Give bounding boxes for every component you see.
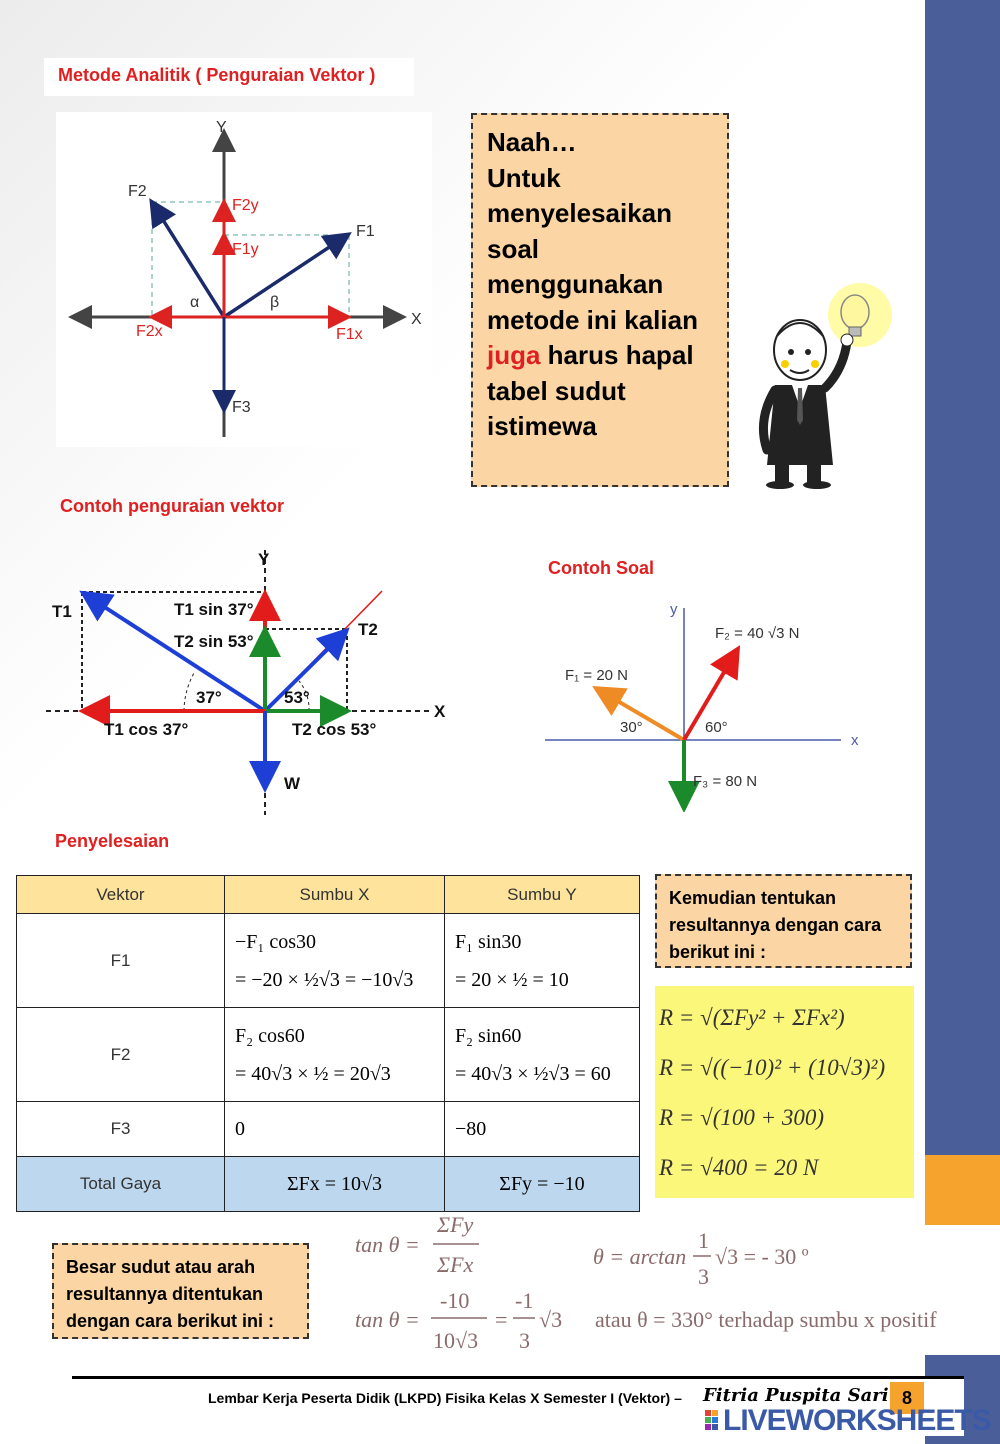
table-row: [17, 914, 640, 1008]
callout-line: istimewa: [487, 411, 597, 441]
table-row: [17, 1008, 640, 1102]
label-alpha: α: [190, 294, 200, 311]
header-vektor: Vektor: [17, 876, 225, 914]
axis-x-label: X: [411, 311, 422, 328]
root3: √3: [539, 1307, 563, 1332]
callout-line: Naah…: [487, 127, 577, 157]
label-t1-cos37: T1 cos 37°: [104, 720, 189, 739]
liveworksheets-watermark: [705, 1404, 991, 1438]
vector-decomposition-diagram: [56, 112, 432, 447]
label-f1y: F1y: [232, 241, 259, 258]
label-60-deg: 60°: [705, 719, 728, 736]
cell-sumbu-y: F₂ sin60 = 40√3 × ½√3 = 60: [444, 1008, 639, 1102]
tension-decomposition-diagram: [44, 545, 454, 817]
header-sumbu-x: Sumbu X: [225, 876, 445, 914]
label-t1: T1: [52, 602, 72, 621]
cell-sumbu-x: −F₁ cos30 = −20 × ½√3 = −10√3: [225, 914, 445, 1008]
cell-sumbu-y: F₁ sin30 = 20 × ½ = 10: [444, 914, 639, 1008]
callout-line: soal: [487, 233, 540, 264]
callout-line: menggunakan: [487, 269, 664, 299]
fraction-den-10root3: 10√3: [433, 1328, 479, 1353]
formula-line: R = √((−10)² + (10√3)²): [659, 1055, 886, 1080]
label-f2: F2: [128, 183, 147, 200]
table-row: [17, 1102, 640, 1157]
label-f1x: F1x: [336, 326, 363, 343]
footer-divider: [72, 1376, 964, 1379]
fraction-den-3: 3: [519, 1328, 530, 1353]
label-t2-sin53: T2 sin 53°: [174, 632, 254, 651]
heading-metode-analitik: Metode Analitik ( Penguraian Vektor ): [44, 58, 414, 96]
callout-line: Untuk: [487, 162, 561, 193]
cell-sumbu-y: −80: [444, 1102, 639, 1157]
label-w: W: [284, 774, 301, 793]
cell-sumbu-x: 0: [225, 1102, 445, 1157]
callout-red-word: juga: [487, 340, 541, 370]
lightbulb-icon: [841, 295, 869, 329]
heading-contoh-soal: Contoh Soal: [548, 558, 654, 578]
callout-sudut: Besar sudut atau arah resultannya ditentukan dengan cara berikut ini :: [52, 1243, 309, 1339]
fraction-num-sumfy: ΣFy: [437, 1212, 474, 1237]
heading-penyelesaian: Penyelesaian: [55, 831, 170, 851]
page-number: 8: [890, 1382, 924, 1414]
formula-line: R = √400 = 20 N: [659, 1155, 819, 1180]
callout-resultan: Kemudian tentukan resultannya dengan cara berikut ini :: [655, 874, 912, 968]
label-f3-value: F₃ = 80 N: [693, 773, 758, 790]
watermark-text: LIVEWORKSHEETS: [723, 1404, 991, 1437]
resultant-formula-box: [655, 986, 914, 1198]
arctan-rhs: √3 = - 30 º: [715, 1244, 809, 1269]
formula-line: R = √(100 + 300): [659, 1105, 825, 1130]
table-header-row: [17, 876, 640, 914]
heading-contoh-penguraian: Contoh penguraian vektor: [60, 496, 285, 516]
theta-atau-330: atau θ = 330° terhadap sumbu x positif: [595, 1307, 937, 1332]
cell-total-label: Total Gaya: [17, 1157, 225, 1212]
label-30-deg: 30°: [620, 719, 643, 736]
resolution-table: [16, 875, 640, 1212]
label-t1-sin37: T1 sin 37°: [174, 600, 254, 619]
callout-naah: [471, 113, 729, 487]
formula-line: R = √(ΣFy² + ΣFx²): [659, 1005, 845, 1030]
tan-theta-lhs-1: tan θ =: [355, 1232, 420, 1257]
callout-line: [487, 338, 713, 374]
cell-total-y: ΣFy = −10: [444, 1157, 639, 1212]
cell-sumbu-x: F₂ cos60 = 40√3 × ½ = 20√3: [225, 1008, 445, 1102]
fraction-num-minus10: -10: [440, 1288, 470, 1313]
header-sumbu-y: Sumbu Y: [444, 876, 639, 914]
axis-y-label-3: y: [670, 601, 678, 618]
cell-vektor: F1: [17, 914, 225, 1008]
axis-x-label-2: X: [434, 702, 446, 721]
fraction-num-minus1: -1: [515, 1288, 534, 1313]
fraction-den-sumfx: ΣFx: [437, 1252, 474, 1277]
angle-formulas: [355, 1212, 977, 1362]
cell-total-x: ΣFx = 10√3: [225, 1157, 445, 1212]
label-f2y: F2y: [232, 197, 259, 214]
axis-x-label-3: x: [851, 732, 859, 749]
label-beta: β: [270, 294, 280, 311]
theta-arctan-lhs: θ = arctan: [593, 1244, 687, 1269]
table-total-row: [17, 1157, 640, 1212]
callout-after-red: harus hapal: [540, 340, 694, 370]
callout-line: metode ini kalian: [487, 304, 698, 335]
liveworksheets-logo-icon: [705, 1410, 719, 1436]
footer-text: Lembar Kerja Peserta Didik (LKPD) Fisika Kelas X Semester I (Vektor) –: [208, 1390, 682, 1406]
label-f2-value: F₂ = 40 √3 N: [715, 625, 800, 642]
tan-theta-lhs-2: tan θ =: [355, 1307, 420, 1332]
label-37-deg: 37°: [196, 688, 222, 707]
axis-y-label-2: Y: [258, 550, 270, 569]
axis-y-label: Y: [216, 119, 227, 136]
callout-line: tabel sudut: [487, 375, 626, 406]
cell-vektor: F2: [17, 1008, 225, 1102]
cell-vektor: F3: [17, 1102, 225, 1157]
footer-author: Fitria Puspita Sari: [703, 1385, 889, 1406]
label-t2: T2: [358, 620, 378, 639]
label-53-deg: 53°: [284, 688, 310, 707]
equals-sign: =: [495, 1307, 508, 1332]
example-problem-diagram: [543, 600, 863, 812]
label-f3: F3: [232, 399, 251, 416]
label-f1-value: F₁ = 20 N: [565, 667, 629, 684]
arctan-den: 3: [698, 1264, 709, 1289]
label-f2x: F2x: [136, 323, 163, 340]
callout-line: menyelesaikan: [487, 198, 673, 228]
cartoon-thinking-man: [745, 280, 915, 490]
arctan-num: 1: [698, 1228, 709, 1253]
label-f1: F1: [356, 223, 375, 240]
label-t2-cos53: T2 cos 53°: [292, 720, 377, 739]
